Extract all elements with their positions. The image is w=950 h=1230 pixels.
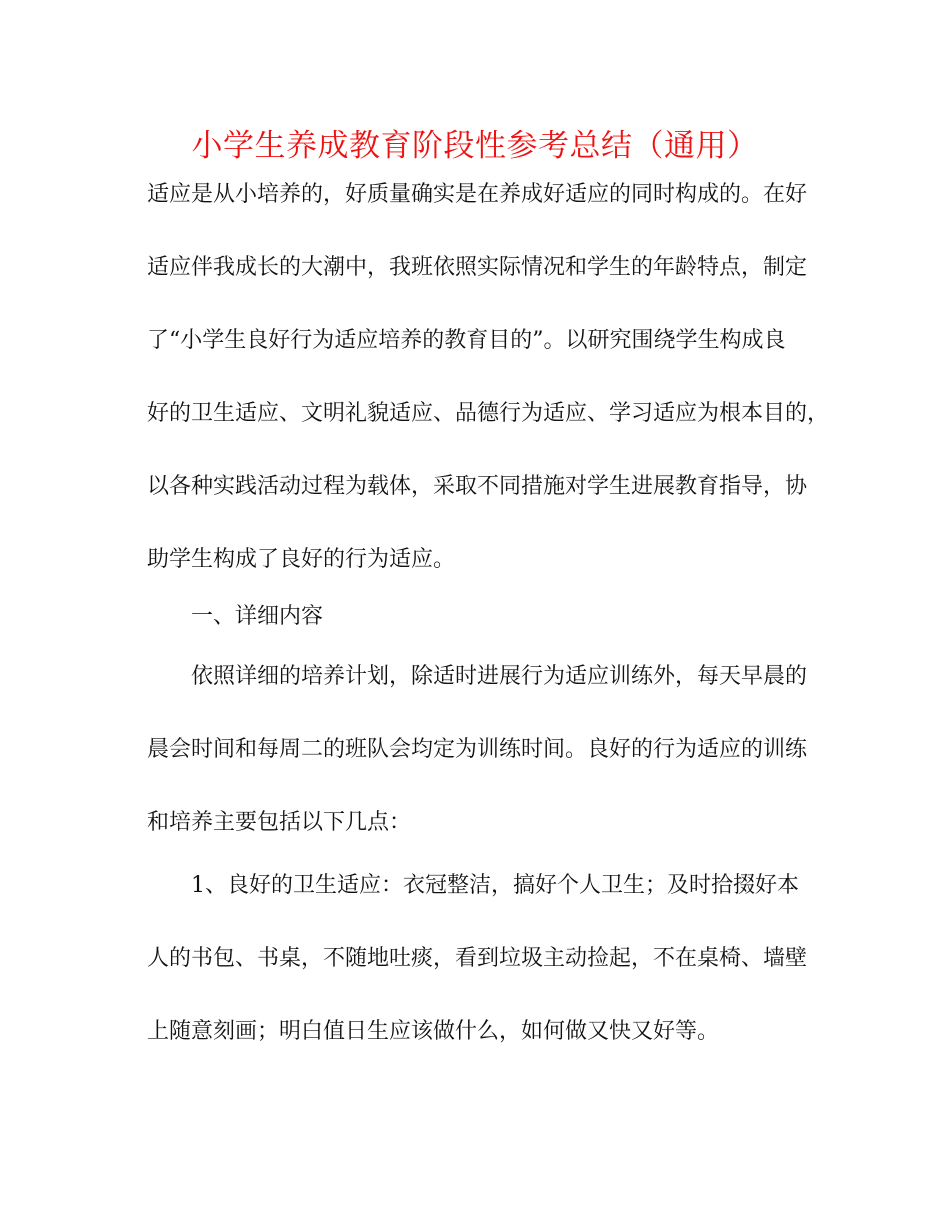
paragraph-line-7: 依照详细的培养计划，除适时进展行为适应训练外，每天早晨的 <box>147 664 808 689</box>
paragraph-line-5: 以各种实践活动过程为载体，采取不同措施对学生进展教育指导，协 <box>147 474 808 499</box>
paragraph-line-3: 了“小学生良好行为适应培养的教育目的”。以研究围绕学生构成良 <box>147 328 786 353</box>
section-heading: 一、详细内容 <box>147 604 324 629</box>
paragraph-line-12: 上随意刻画；明白值日生应该做什么，如何做又快又好等。 <box>147 1019 720 1044</box>
paragraph-line-8: 晨会时间和每周二的班队会均定为训练时间。良好的行为适应的训练 <box>147 737 808 762</box>
paragraph-line-11: 人的书包、书桌，不随地吐痰，看到垃圾主动捡起，不在桌椅、墙壁 <box>147 946 808 971</box>
paragraph-line-9: 和培养主要包括以下几点： <box>147 810 412 835</box>
document-title: 小学生养成教育阶段性参考总结（通用） <box>191 128 759 164</box>
paragraph-line-1: 适应是从小培养的，好质量确实是在养成好适应的同时构成的。在好 <box>147 182 808 207</box>
paragraph-line-4: 好的卫生适应、文明礼貌适应、品德行为适应、学习适应为根本目的， <box>147 401 830 426</box>
paragraph-line-6: 助学生构成了良好的行为适应。 <box>147 547 456 572</box>
paragraph-line-10: 1、良好的卫生适应：衣冠整洁，搞好个人卫生；及时拾掇好本 <box>147 873 799 898</box>
paragraph-line-2: 适应伴我成长的大潮中，我班依照实际情况和学生的年龄特点，制定 <box>147 255 808 280</box>
